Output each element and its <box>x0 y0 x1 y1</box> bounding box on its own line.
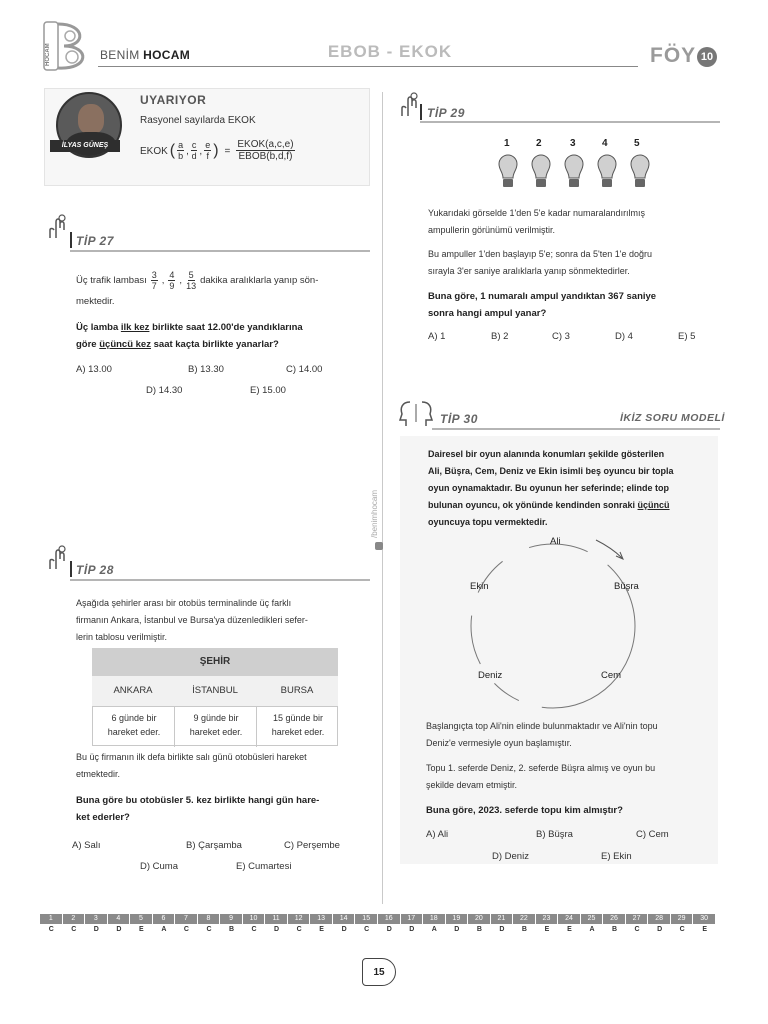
answer-key-number: 21 <box>491 914 513 924</box>
foy-label: FÖY <box>650 44 697 67</box>
player-deniz: Deniz <box>478 670 503 681</box>
twin-heads-icon <box>396 398 436 428</box>
tip-27-option-b[interactable]: B) 13.30 <box>188 364 224 375</box>
answer-key-letter: A <box>589 926 595 933</box>
answer-key-number: 7 <box>175 914 197 924</box>
answer-key-number: 12 <box>288 914 310 924</box>
column-bursa: BURSA <box>280 685 314 696</box>
tip-27-text-line2: mektedir. <box>76 296 115 307</box>
answer-key-letter: C <box>251 926 257 933</box>
answer-key-number: 14 <box>333 914 355 924</box>
player-cem: Cem <box>601 670 622 681</box>
cell-ankara: 6 günde bir hareket eder. <box>107 713 161 737</box>
tip-29-question: Buna göre, 1 numaralı ampul yandıktan 367 saniye sonra hangi ampul yanar? <box>428 291 657 319</box>
tip-28-rule <box>70 579 370 581</box>
answer-key-letter: B <box>612 926 618 933</box>
answer-key-number: 18 <box>423 914 445 924</box>
page-number: 15 <box>362 958 396 986</box>
answer-key-letter: E <box>702 926 707 933</box>
answer-key-letter: D <box>341 926 347 933</box>
play-icon <box>375 542 383 550</box>
bulb-number-1: 1 <box>504 138 510 149</box>
tip-30-text: Dairesel bir oyun alanında konumları şekilde gösterilen Ali, Büşra, Cem, Deniz ve Ekin isimli beş oyuncu bir topla oyun oynamaktadır. Bu oyunun her seferinde; elinde top bulunan oyuncu, ok yönünde kendinden sonraki üçüncü oyuncuya topu vermektedir. <box>428 449 674 527</box>
tip-bar <box>70 232 72 248</box>
tip-28-option-d[interactable]: D) Cuma <box>140 861 179 872</box>
answer-key-number: 24 <box>558 914 580 924</box>
answer-key-number: 20 <box>468 914 490 924</box>
page-title: EBOB - EKOK <box>327 42 453 61</box>
answer-key-letter: C <box>71 926 77 933</box>
answer-key-letter: C <box>679 926 685 933</box>
tip-29-option-c[interactable]: C) 3 <box>552 331 570 342</box>
answer-key-number: 27 <box>626 914 648 924</box>
answer-key-number: 26 <box>603 914 625 924</box>
answer-key-number: 10 <box>243 914 265 924</box>
tip-30-question: Buna göre, 2023. seferde topu kim almıştır? <box>426 805 623 816</box>
answer-key-number: 13 <box>310 914 332 924</box>
column-ankara: ANKARA <box>113 685 153 696</box>
tip-29-option-d[interactable]: D) 4 <box>615 331 633 342</box>
answer-key-numbers <box>40 914 716 924</box>
answer-key-number: 17 <box>401 914 423 924</box>
answer-key-letter: D <box>657 926 663 933</box>
answer-key-letter: E <box>567 926 572 933</box>
bulb-number-2: 2 <box>536 138 542 149</box>
tip-30-text-3: Topu 1. seferde Deniz, 2. seferde Büşra almış ve oyun bu şekilde devam etmiştir. <box>426 763 656 790</box>
hand-raise-icon <box>46 545 68 571</box>
teacher-name: İLYAS GÜNEŞ <box>50 140 120 152</box>
answer-key-letter: A <box>431 926 437 933</box>
tip-28-intro: Aşağıda şehirler arası bir otobüs terminalinde üç farklı firmanın Ankara, İstanbul ve Bursa'ya düzenledikleri sefer- lerin tablosu verilmiştir. <box>76 598 308 642</box>
ekok-formula: EKOK ( $\frac{a}{b}$ , $\frac{c}{d}$ , $\frac{e}{f}$ ) = $\frac{\text{EKOK(a,c,e)}}{\text{EBOB(b,d,f)}}$ <box>140 139 294 162</box>
answer-key-letter: E <box>139 926 144 933</box>
answer-key-letter: B <box>476 926 482 933</box>
tip-27-option-d[interactable]: D) 14.30 <box>146 385 183 396</box>
brand-name: BENİM HOCAM <box>100 48 190 62</box>
answer-key-letter: D <box>116 926 122 933</box>
answer-key-letter: D <box>386 926 392 933</box>
tip-27-option-c[interactable]: C) 14.00 <box>286 364 323 375</box>
answer-key-letter: C <box>296 926 302 933</box>
answer-key-number: 11 <box>265 914 287 924</box>
answer-key-letter: E <box>544 926 550 933</box>
tip-28-option-e[interactable]: E) Cumartesi <box>236 861 292 872</box>
tip-30-option-e[interactable]: E) Ekin <box>601 851 632 862</box>
bulb-number-5: 5 <box>634 138 640 149</box>
tip-30-label: TİP 30 <box>440 412 478 426</box>
tip-28-option-c[interactable]: C) Perşembe <box>284 840 340 851</box>
watermark: /benimhocam <box>370 489 379 538</box>
column-divider <box>382 92 383 904</box>
tip-30-text-2: Başlangıçta top Ali'nin elinde bulunmaktadır ve Ali'nin topu Deniz'e vermesiyle oyun başlamıştır. <box>426 721 658 748</box>
bulb-row <box>496 138 656 196</box>
answer-key-number: 22 <box>513 914 535 924</box>
tip-27-rule <box>70 250 370 252</box>
tip-27-text: Üç trafik lambası $\frac{3}{7}$ , $\frac{4}{9}$ , $\frac{5}{13}$ dakika aralıklarla yanıp sön- <box>76 270 319 291</box>
circle-diagram <box>450 532 660 714</box>
answer-key-number: 30 <box>693 914 715 924</box>
column-istanbul: İSTANBUL <box>192 685 238 696</box>
cell-istanbul: 9 günde bir hareket eder. <box>189 713 243 737</box>
answer-key-letter: D <box>274 926 280 933</box>
tip-bar <box>70 561 72 577</box>
tip-30-option-b[interactable]: B) Büşra <box>536 829 573 840</box>
answer-key-number: 16 <box>378 914 400 924</box>
tip-27-question: Üç lamba ilk kez birlikte saat 12.00'de yandıklarına göre üçüncü kez saat kaçta birlikte yanarlar? <box>76 322 303 350</box>
answer-key-number: 25 <box>581 914 603 924</box>
answer-key-letter: B <box>521 926 527 933</box>
answer-key-number: 1 <box>40 914 62 924</box>
answer-key-letter: D <box>93 926 99 933</box>
tip-29-text-2: Bu ampuller 1'den başlayıp 5'e; sonra da 5'ten 1'e doğru sırayla 3'er saniye aralıklarla yanıp sönmektedirler. <box>428 249 653 276</box>
answer-key-number: 29 <box>671 914 693 924</box>
answer-key-letter: C <box>364 926 370 933</box>
tip-28-option-b[interactable]: B) Çarşamba <box>186 840 242 851</box>
tip-30-option-a[interactable]: A) Ali <box>426 829 449 840</box>
city-table-row <box>92 706 338 746</box>
tip-29-label: TİP 29 <box>427 106 465 120</box>
tip-30-rule <box>432 428 720 430</box>
answer-key-number: 9 <box>220 914 242 924</box>
answer-key-number: 3 <box>85 914 107 924</box>
answer-key-letter: C <box>48 926 54 933</box>
tip-27-label: TİP 27 <box>76 234 114 248</box>
player-ekin: Ekin <box>470 581 489 592</box>
tip-29-rule <box>420 121 720 123</box>
tip-28-text: Bu üç firmanın ilk defa birlikte salı günü otobüsleri hareket etmektedir. <box>76 752 307 779</box>
answer-key-number: 2 <box>63 914 85 924</box>
tip-28-option-a[interactable]: A) Salı <box>72 840 101 851</box>
tip-29-text-1: Yukarıdaki görselde 1'den 5'e kadar numaralandırılmış ampullerin görünümü verilmiştir. <box>428 208 646 235</box>
answer-key-letter: C <box>206 926 212 933</box>
logo-text: HOCAM <box>45 43 51 66</box>
player-ali: Ali <box>550 536 561 547</box>
cell-bursa: 15 günde bir hareket eder. <box>271 713 325 737</box>
tip-bar <box>420 104 422 120</box>
answer-key-letter: D <box>409 926 415 933</box>
player-busra: Büşra <box>614 581 639 592</box>
warning-title: UYARIYOR <box>140 93 207 107</box>
answer-key-number: 19 <box>446 914 468 924</box>
answer-key-number: 4 <box>108 914 130 924</box>
tip-27-option-e[interactable]: E) 15.00 <box>250 385 286 396</box>
tip-29-option-e[interactable]: E) 5 <box>678 331 696 342</box>
answer-key-letter: D <box>454 926 460 933</box>
answer-key-number: 8 <box>198 914 220 924</box>
city-table-columns <box>92 676 338 706</box>
answer-key-letter: A <box>161 926 167 933</box>
answer-key-number: 6 <box>153 914 175 924</box>
answer-key-number: 28 <box>648 914 670 924</box>
answer-key-letter: C <box>634 926 640 933</box>
tip-30-option-c[interactable]: C) Cem <box>636 829 669 840</box>
city-table-header: ŞEHİR <box>92 648 338 676</box>
tip-30-option-d[interactable]: D) Deniz <box>492 851 529 862</box>
twin-model-label: İKİZ SORU MODELİ <box>620 412 725 424</box>
hand-raise-icon <box>398 92 420 118</box>
hand-raise-icon <box>46 214 68 240</box>
bulb-icons <box>496 152 656 196</box>
answer-key-letter: D <box>499 926 505 933</box>
answer-key-letter: E <box>319 926 324 933</box>
bulb-number-3: 3 <box>570 138 576 149</box>
answer-key-number: 15 <box>355 914 377 924</box>
answer-key-number: 23 <box>536 914 558 924</box>
tip-28-question: Buna göre bu otobüsler 5. kez birlikte hangi gün hare- ket ederler? <box>76 795 320 823</box>
answer-key-letter: C <box>183 926 189 933</box>
answer-key-letters <box>40 926 716 936</box>
foy-number: 10 <box>697 47 717 67</box>
warning-text: Rasyonel sayılarda EKOK <box>140 115 256 126</box>
tip-28-label: TİP 28 <box>76 563 114 577</box>
answer-key-letter: B <box>228 926 235 933</box>
answer-key-number: 5 <box>130 914 152 924</box>
tip-29-option-a[interactable]: A) 1 <box>428 331 446 342</box>
header-rule <box>98 66 638 67</box>
bulb-number-4: 4 <box>602 138 608 149</box>
tip-27-option-a[interactable]: A) 13.00 <box>76 364 112 375</box>
tip-29-option-b[interactable]: B) 2 <box>491 331 509 342</box>
